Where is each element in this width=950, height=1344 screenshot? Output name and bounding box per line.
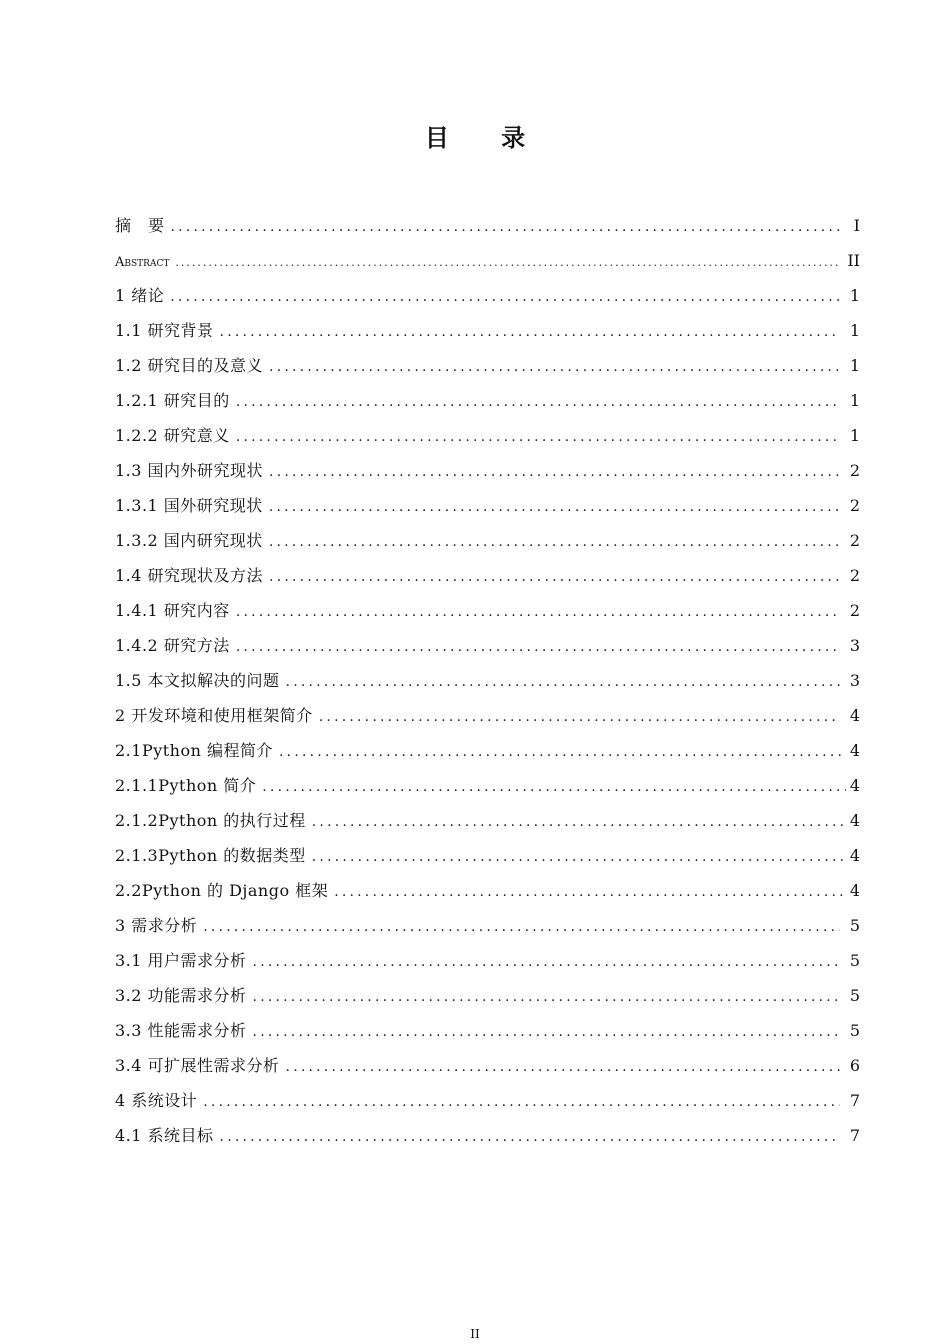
toc-dot-leader [236,595,840,630]
toc-dot-leader [203,1085,840,1120]
toc-entry[interactable] [115,348,860,383]
toc-entry-page: II [847,251,860,270]
toc-entry[interactable] [115,418,860,453]
toc-entry-label: 1.2.1 研究目的 [115,391,230,410]
toc-entry-page: 1 [849,321,860,340]
toc-entry-page: 2 [849,601,860,620]
toc-entry-page: 5 [849,1021,860,1040]
footer-page-number: II [470,1327,480,1341]
toc-entry-label: 4 系统设计 [115,1091,198,1110]
toc-entry[interactable] [115,838,860,873]
toc-entry[interactable] [115,733,860,768]
toc-entry-label: 1.3.2 国内研究现状 [115,531,263,550]
toc-entry-page: 2 [849,461,860,480]
toc-entry-label: 2.1.3Python 的数据类型 [115,846,306,865]
toc-entry[interactable] [115,453,860,488]
toc-entry-label: 3.3 性能需求分析 [115,1021,247,1040]
toc-entry-page: 4 [849,706,860,725]
toc-entry-label: 3 需求分析 [115,916,198,935]
toc-dot-leader [269,490,840,525]
toc-entry-label: 2.2Python 的 Django 框架 [115,881,329,900]
toc-entry-page: 4 [849,881,860,900]
toc-entry-page: 4 [849,741,860,760]
toc-dot-leader [171,210,840,245]
toc-entry-page: 5 [849,951,860,970]
toc-entry[interactable] [115,698,860,733]
toc-dot-leader [253,1015,840,1050]
toc-entry-page: 2 [849,496,860,515]
toc-dot-leader [286,665,840,700]
toc-dot-leader [279,735,846,770]
toc-entry-abstract-cn[interactable] [115,208,860,243]
toc-entry-label: 摘 要 [115,216,165,235]
toc-entry-page: 3 [849,671,860,690]
toc-entry-label: 1.4.1 研究内容 [115,601,230,620]
toc-dot-leader [253,945,840,980]
toc-entry-page: 1 [849,286,860,305]
toc-dot-leader [269,525,840,560]
toc-entry[interactable] [115,628,860,663]
toc-dot-leader [319,700,840,735]
toc-entry[interactable] [115,313,860,348]
toc-dot-leader [220,1120,840,1155]
toc-dot-leader [269,350,840,385]
toc-entry-page: 4 [849,846,860,865]
toc-entry-label: 2.1.2Python 的执行过程 [115,811,306,830]
toc-entry-page: 5 [849,986,860,1005]
toc-entry[interactable] [115,278,860,313]
toc-entry[interactable] [115,523,860,558]
toc-entry[interactable] [115,383,860,418]
toc-entry-label: 1.3.1 国外研究现状 [115,496,263,515]
toc-entry[interactable] [115,978,860,1013]
toc-entry-label: 3.1 用户需求分析 [115,951,247,970]
toc-entry-page: 4 [849,811,860,830]
toc-entry[interactable] [115,593,860,628]
toc-dot-leader [269,560,840,595]
toc-entry[interactable] [115,803,860,838]
toc-dot-leader [236,630,840,665]
toc-entry-page: 7 [849,1126,860,1145]
toc-dot-leader [236,385,840,420]
toc-entry-page: 1 [849,356,860,375]
toc-entry-abstract-en[interactable] [115,243,860,278]
toc-entry-page: 3 [849,636,860,655]
toc-dot-leader [262,770,846,805]
toc-dot-leader [175,245,840,280]
toc-entry[interactable] [115,663,860,698]
toc-dot-leader [220,315,840,350]
toc-entry[interactable] [115,873,860,908]
toc-dot-leader [334,875,846,910]
page-title: 目 录 [424,124,548,152]
toc-entry-label: 1 绪论 [115,286,165,305]
toc-entry-label: 1.2 研究目的及意义 [115,356,264,375]
toc-entry-label: 1.5 本文拟解决的问题 [115,671,280,690]
toc-entry-label: 1.3 国内外研究现状 [115,461,264,480]
toc-entry-page: 7 [849,1091,860,1110]
toc-dot-leader [286,1050,840,1085]
toc-entry[interactable] [115,1083,860,1118]
toc-entry-page: 2 [849,566,860,585]
toc-entry-page: 2 [849,531,860,550]
toc-entry-page: 1 [849,426,860,445]
toc-entry[interactable] [115,1048,860,1083]
toc-entry-page: 6 [849,1056,860,1075]
toc-entry[interactable] [115,488,860,523]
toc-entry-page: 4 [849,776,860,795]
toc-entry-label: 1.4.2 研究方法 [115,636,230,655]
toc-dot-leader [203,910,840,945]
toc-entry[interactable] [115,943,860,978]
toc-entry-label: 3.2 功能需求分析 [115,986,247,1005]
toc-entry[interactable] [115,908,860,943]
toc-entry-label: 1.4 研究现状及方法 [115,566,264,585]
toc-entry[interactable] [115,1013,860,1048]
toc-entry-label: 2 开发环境和使用框架简介 [115,706,313,725]
table-of-contents [115,208,860,1153]
toc-entry-page: 5 [849,916,860,935]
toc-dot-leader [253,980,840,1015]
toc-entry-label: 2.1.1Python 简介 [115,776,257,795]
toc-entry-page: 1 [849,391,860,410]
toc-entry-label: 1.1 研究背景 [115,321,214,340]
toc-entry[interactable] [115,558,860,593]
toc-dot-leader [170,280,840,315]
toc-entry[interactable] [115,1118,860,1153]
toc-dot-leader [312,805,846,840]
toc-entry-label: Abstract [115,255,170,270]
toc-entry-label: 2.1Python 编程简介 [115,741,274,760]
toc-entry-label: 3.4 可扩展性需求分析 [115,1056,280,1075]
toc-entry-label: 4.1 系统目标 [115,1126,214,1145]
toc-dot-leader [236,420,840,455]
toc-entry-page: I [853,216,860,235]
toc-entry[interactable] [115,768,860,803]
toc-entry-label: 1.2.2 研究意义 [115,426,230,445]
toc-dot-leader [269,455,840,490]
toc-dot-leader [312,840,846,875]
